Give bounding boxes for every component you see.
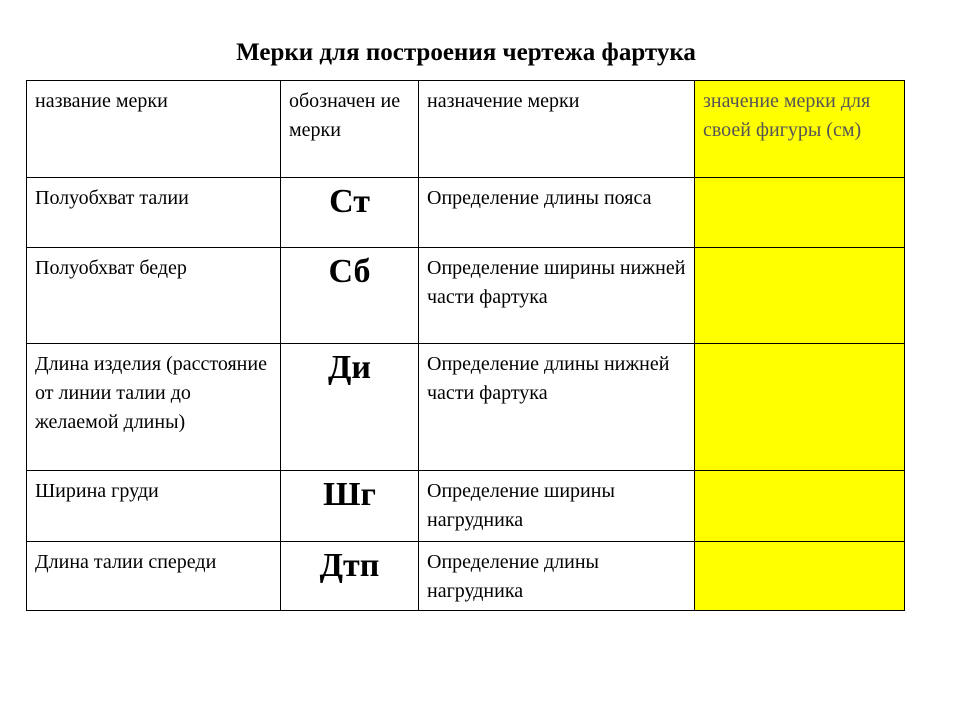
table-row	[27, 542, 905, 611]
table-row	[27, 471, 905, 542]
header-cell-name: название мерки	[27, 81, 281, 178]
measures-table	[26, 80, 905, 611]
measure-purpose-cell: Определение ширины нижней части фартука	[419, 248, 695, 344]
measure-name-cell: Длина изделия (расстояние от линии талии до желаемой длины)	[27, 344, 281, 471]
table-row	[27, 178, 905, 248]
measure-purpose-cell: Определение длины пояса	[419, 178, 695, 248]
measure-purpose-cell: Определение ширины нагрудника	[419, 471, 695, 542]
measure-value-cell[interactable]	[695, 471, 905, 542]
header-cell-code: обозначен ие мерки	[281, 81, 419, 178]
measure-name-cell: Длина талии спереди	[27, 542, 281, 611]
header-cell-purpose: назначение мерки	[419, 81, 695, 178]
measure-name-cell: Полуобхват бедер	[27, 248, 281, 344]
table-row	[27, 248, 905, 344]
page-title: Мерки для построения чертежа фартука	[236, 39, 696, 66]
measure-value-cell[interactable]	[695, 248, 905, 344]
measure-code-cell: Дтп	[281, 542, 419, 611]
measure-value-cell[interactable]	[695, 344, 905, 471]
measure-code-cell: Сб	[281, 248, 419, 344]
measure-code-cell: Ст	[281, 178, 419, 248]
header-cell-value: значение мерки для своей фигуры (см)	[695, 81, 905, 178]
measure-value-cell[interactable]	[695, 542, 905, 611]
table-row	[27, 344, 905, 471]
measure-name-cell: Ширина груди	[27, 471, 281, 542]
measure-purpose-cell: Определение длины нижней части фартука	[419, 344, 695, 471]
measure-code-cell: Шг	[281, 471, 419, 542]
measure-purpose-cell: Определение длины нагрудника	[419, 542, 695, 611]
table-header-row	[27, 81, 905, 178]
measure-value-cell[interactable]	[695, 178, 905, 248]
measure-code-cell: Ди	[281, 344, 419, 471]
measure-name-cell: Полуобхват талии	[27, 178, 281, 248]
